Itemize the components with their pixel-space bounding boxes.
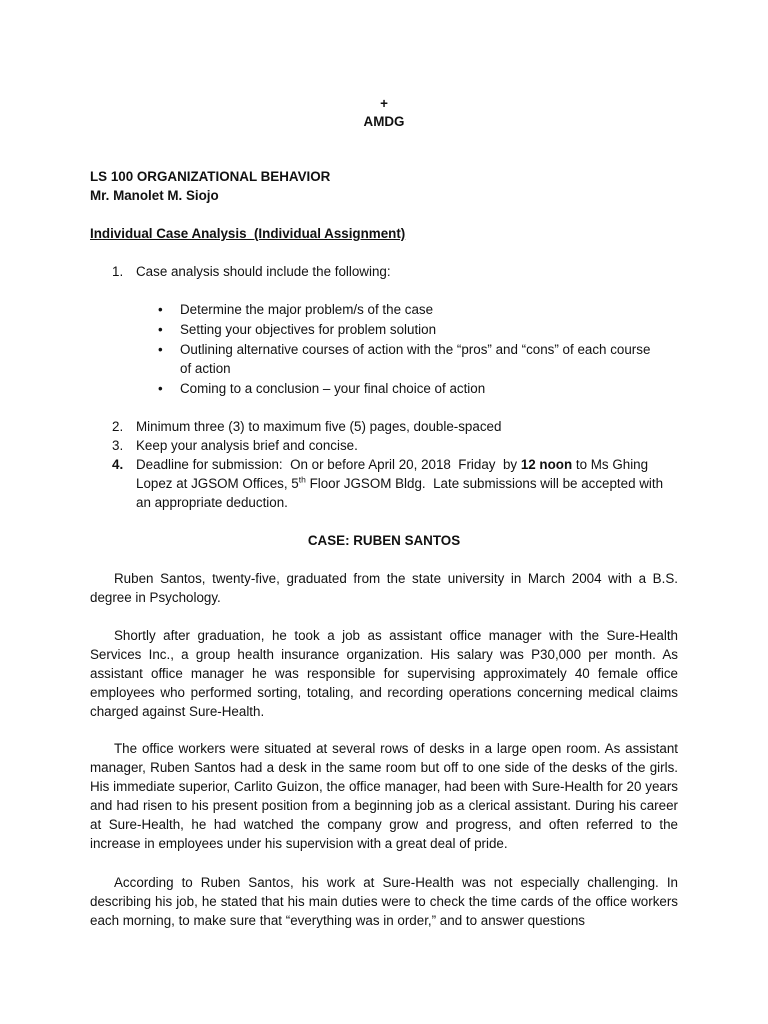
list-item (90, 340, 690, 359)
case-title: CASE: RUBEN SANTOS (307, 533, 461, 548)
cross-symbol: + (380, 96, 388, 111)
list-text: of action (180, 361, 231, 376)
list-text: an appropriate deduction. (136, 495, 288, 510)
bullet-icon: • (158, 302, 163, 317)
amdg-heading: AMDG (363, 114, 405, 129)
list-text: Determine the major problem/s of the case (180, 302, 434, 317)
case-paragraph: Shortly after graduation, he took a job as assistant office manager with the Sure-Health Services Inc., a group health insurance organization. His salary was P30,000 per month. As assistant office manager he was responsible for supervising approximately 40 female office employees who performed sorting, totaling, and recording operations concerning medical claims charged against Sure-Health. (90, 628, 678, 719)
bullet-icon: • (158, 381, 163, 396)
superscript: th (298, 474, 306, 485)
list-item (90, 417, 678, 436)
case-paragraph: Ruben Santos, twenty-five, graduated from the state university in March 2004 with a B.S. degree in Psychology. (90, 571, 678, 605)
list-item (90, 300, 690, 319)
list-text: Coming to a conclusion – your final choice of action (180, 381, 486, 396)
list-item (90, 379, 690, 398)
list-text: Outlining alternative courses of action with the “pros” and “cons” of each course (180, 342, 651, 357)
instruction-list-2 (90, 417, 678, 512)
bullet-icon: • (158, 342, 163, 357)
list-item-continuation (90, 359, 690, 378)
list-number: 3. (112, 438, 124, 453)
list-number: 1. (112, 264, 124, 279)
instructor-name: Mr. Manolet M. Siojo (90, 188, 219, 203)
list-text: Floor JGSOM Bldg. Late submissions will be accepted with (305, 476, 664, 491)
course-title: LS 100 ORGANIZATIONAL BEHAVIOR (90, 169, 331, 184)
list-text: to Ms Ghing (572, 457, 649, 472)
list-text: Lopez at JGSOM Offices, 5 (136, 476, 299, 491)
list-item (90, 455, 678, 512)
list-item (90, 320, 690, 339)
list-text: Deadline for submission: On or before April 20, 2018 Friday by (136, 457, 521, 472)
case-paragraph: According to Ruben Santos, his work at Sure-Health was not especially challenging. In describing his job, he stated that his main duties were to check the time cards of the office workers each morning, to make sure that “everything was in order,” and to answer questions (90, 875, 678, 928)
list-number: 2. (112, 419, 124, 434)
instruction-list-1 (90, 262, 678, 281)
list-text: Keep your analysis brief and concise. (136, 438, 358, 453)
list-number: 4. (112, 457, 124, 472)
list-text: Setting your objectives for problem solution (180, 322, 437, 337)
list-item (90, 436, 678, 455)
deadline-time: 12 noon (520, 457, 573, 472)
bullet-icon: • (158, 322, 163, 337)
case-paragraph: The office workers were situated at several rows of desks in a large open room. As assistant manager, Ruben Santos had a desk in the same room but off to one side of the desks of the girls. His immediate superior, Carlito Guizon, the office manager, had been with Sure-Health for 20 years and had risen to his present position from a beginning job as a clerical assistant. During his career at Sure-Health, he had watched the company grow and progress, and often referred to the increase in employees under his supervision with a great deal of pride. (90, 741, 678, 851)
assignment-title: Individual Case Analysis (Individual Assignment) (90, 226, 406, 241)
list-item (90, 262, 678, 281)
list-text: Minimum three (3) to maximum five (5) pages, double-spaced (136, 419, 502, 434)
list-text: Case analysis should include the following: (136, 264, 391, 279)
bullet-list (90, 300, 690, 399)
